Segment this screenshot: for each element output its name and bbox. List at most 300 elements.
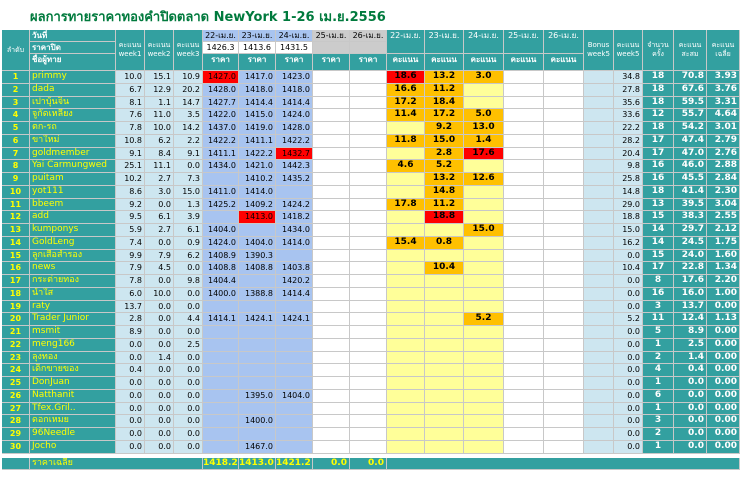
week3-score: 0.0 (174, 428, 203, 441)
score-day4 (504, 339, 544, 352)
attempt-count: 3 (643, 301, 674, 314)
week3-score: 3.9 (174, 211, 203, 224)
attempt-count: 1 (643, 339, 674, 352)
score-day4 (504, 173, 544, 186)
score-day3: 15.0 (464, 224, 504, 237)
header-week3: คะแนน week3 (174, 30, 203, 71)
score-day2 (425, 339, 464, 352)
bonus-cell (584, 135, 614, 148)
predictor-name: yot111 (30, 186, 116, 199)
week1-score: 9.1 (116, 148, 145, 161)
week5-score: 0.0 (614, 250, 643, 263)
predicted-price-day4 (313, 313, 350, 326)
score-day1: 17.8 (387, 199, 425, 212)
predicted-price-day1: 1422.0 (203, 109, 239, 122)
score-day5 (544, 160, 584, 173)
week1-score: 6.7 (116, 84, 145, 97)
score-day5 (544, 377, 584, 390)
predictor-name: puitam (30, 173, 116, 186)
week2-score: 15.1 (145, 71, 174, 84)
average-score: 3.01 (707, 122, 740, 135)
predicted-price-day2: 1418.0 (239, 84, 276, 97)
attempt-count: 1 (643, 403, 674, 416)
week5-score: 0.0 (614, 326, 643, 339)
predictor-name: kumponys (30, 224, 116, 237)
average-score: 0.00 (707, 339, 740, 352)
week2-score: 6.2 (145, 135, 174, 148)
total-score: 0.0 (674, 403, 707, 416)
row-number: 13 (2, 224, 30, 237)
predicted-price-day4 (313, 262, 350, 275)
row-number: 24 (2, 364, 30, 377)
score-day3: 5.0 (464, 109, 504, 122)
predicted-price-day3 (276, 250, 313, 263)
week3-score: 10.9 (174, 71, 203, 84)
row-number: 7 (2, 148, 30, 161)
predicted-price-day3: 1434.0 (276, 224, 313, 237)
average-score: 4.64 (707, 109, 740, 122)
week2-score: 1.4 (145, 352, 174, 365)
row-number: 28 (2, 415, 30, 428)
predicted-price-day5 (350, 364, 387, 377)
bonus-cell (584, 173, 614, 186)
score-day2: 11.2 (425, 84, 464, 97)
week1-score: 7.4 (116, 237, 145, 250)
predictor-name: GoldLeng (30, 237, 116, 250)
predicted-price-day3: 1414.0 (276, 237, 313, 250)
score-day3 (464, 326, 504, 339)
attempt-count: 2 (643, 428, 674, 441)
week2-score: 2.7 (145, 224, 174, 237)
total-score: 55.7 (674, 109, 707, 122)
average-price-day3: 1421.2 (276, 458, 313, 470)
row-number: 14 (2, 237, 30, 250)
predicted-price-day1: 1404.0 (203, 224, 239, 237)
score-day1 (387, 390, 425, 403)
total-score: 46.0 (674, 160, 707, 173)
average-score: 0.00 (707, 377, 740, 390)
predicted-price-day5 (350, 97, 387, 110)
week1-score: 0.4 (116, 364, 145, 377)
predicted-price-day1: 1434.0 (203, 160, 239, 173)
total-score: 47.4 (674, 135, 707, 148)
week5-score: 0.0 (614, 301, 643, 314)
score-table (2, 30, 742, 482)
week5-score: 0.0 (614, 275, 643, 288)
week2-score: 0.0 (145, 428, 174, 441)
predicted-price-day5 (350, 415, 387, 428)
week5-score: 0.0 (614, 390, 643, 403)
score-day4 (504, 441, 544, 454)
week5-score: 16.2 (614, 237, 643, 250)
week1-score: 0.0 (116, 390, 145, 403)
week5-score: 15.0 (614, 224, 643, 237)
week2-score: 3.0 (145, 186, 174, 199)
predicted-price-day2 (239, 352, 276, 365)
score-day5 (544, 148, 584, 161)
score-day3 (464, 415, 504, 428)
week3-score: 1.3 (174, 199, 203, 212)
score-day1 (387, 428, 425, 441)
week5-score: 18.8 (614, 211, 643, 224)
total-score: 24.5 (674, 237, 707, 250)
bonus-cell (584, 313, 614, 326)
score-day1 (387, 339, 425, 352)
score-day2 (425, 415, 464, 428)
predicted-price-day5 (350, 313, 387, 326)
predicted-price-day2: 1417.0 (239, 71, 276, 84)
average-price-day4: 0.0 (313, 458, 350, 470)
average-score: 1.34 (707, 262, 740, 275)
predicted-price-day3 (276, 377, 313, 390)
average-price-day2: 1413.0 (239, 458, 276, 470)
attempt-count: 1 (643, 377, 674, 390)
predicted-price-day3: 1403.8 (276, 262, 313, 275)
score-day1 (387, 224, 425, 237)
predicted-price-day5 (350, 211, 387, 224)
predicted-price-day2 (239, 301, 276, 314)
predicted-price-day5 (350, 441, 387, 454)
predicted-price-day1 (203, 390, 239, 403)
week5-score: 0.0 (614, 288, 643, 301)
total-score: 16.0 (674, 288, 707, 301)
score-day2 (425, 403, 464, 416)
score-day3 (464, 301, 504, 314)
predicted-price-day3: 1423.0 (276, 71, 313, 84)
week1-score: 2.8 (116, 313, 145, 326)
score-day2: 5.2 (425, 160, 464, 173)
price-header-2: ราคา (239, 54, 276, 71)
average-score: 0.00 (707, 428, 740, 441)
bonus-cell (584, 428, 614, 441)
predicted-price-day1 (203, 428, 239, 441)
score-day2 (425, 313, 464, 326)
predicted-price-day1 (203, 173, 239, 186)
score-date-5: 26-เม.ย. (544, 30, 584, 54)
week5-score: 0.0 (614, 428, 643, 441)
header-week1: คะแนน week1 (116, 30, 145, 71)
score-day4 (504, 428, 544, 441)
score-day1: 15.4 (387, 237, 425, 250)
attempt-count: 16 (643, 160, 674, 173)
row-number: 21 (2, 326, 30, 339)
week1-score: 8.1 (116, 97, 145, 110)
attempt-count: 1 (643, 441, 674, 454)
week5-score: 28.2 (614, 135, 643, 148)
score-day4 (504, 122, 544, 135)
week1-score: 0.0 (116, 377, 145, 390)
attempt-count: 18 (643, 84, 674, 97)
predictor-name: Yai Carmungwed (30, 160, 116, 173)
predictor-name: raty (30, 301, 116, 314)
predictor-name: กระต่ายทอง (30, 275, 116, 288)
score-day5 (544, 97, 584, 110)
score-day5 (544, 428, 584, 441)
week5-score: 5.2 (614, 313, 643, 326)
week5-score: 0.0 (614, 339, 643, 352)
price-header-5: ราคา (350, 54, 387, 71)
score-day2 (425, 428, 464, 441)
total-score: 47.0 (674, 148, 707, 161)
score-day5 (544, 390, 584, 403)
week5-score: 27.8 (614, 84, 643, 97)
week3-score: 14.7 (174, 97, 203, 110)
predicted-price-day2: 1414.0 (239, 186, 276, 199)
predicted-price-day2: 1408.8 (239, 262, 276, 275)
week1-score: 10.8 (116, 135, 145, 148)
predicted-price-day2: 1414.4 (239, 97, 276, 110)
week2-score: 0.0 (145, 377, 174, 390)
average-score: 0.00 (707, 326, 740, 339)
week5-score: 10.4 (614, 262, 643, 275)
predicted-price-day5 (350, 301, 387, 314)
score-day2 (425, 352, 464, 365)
predicted-price-day1 (203, 364, 239, 377)
week5-score: 34.8 (614, 71, 643, 84)
predicted-price-day4 (313, 326, 350, 339)
average-score: 0.00 (707, 301, 740, 314)
week5-score: 0.0 (614, 403, 643, 416)
predicted-price-day3: 1420.2 (276, 275, 313, 288)
bonus-cell (584, 148, 614, 161)
bonus-cell (584, 301, 614, 314)
predicted-price-day2 (239, 326, 276, 339)
predicted-price-day1: 1437.0 (203, 122, 239, 135)
average-score: 0.00 (707, 441, 740, 454)
average-score: 1.75 (707, 237, 740, 250)
day-label: วันที่ (30, 30, 116, 42)
week3-score: 14.2 (174, 122, 203, 135)
week5-score: 0.0 (614, 377, 643, 390)
predicted-price-day5 (350, 250, 387, 263)
predicted-price-day2 (239, 339, 276, 352)
predicted-price-day4 (313, 71, 350, 84)
predictor-name: meng166 (30, 339, 116, 352)
score-day1 (387, 262, 425, 275)
predicted-price-day3: 1422.2 (276, 135, 313, 148)
predicted-price-day1 (203, 211, 239, 224)
predicted-price-day2: 1415.0 (239, 109, 276, 122)
predictor-name: DonJuan (30, 377, 116, 390)
average-score: 3.76 (707, 84, 740, 97)
row-number: 8 (2, 160, 30, 173)
predictor-name: Trader Junior (30, 313, 116, 326)
predicted-price-day5 (350, 390, 387, 403)
score-day2 (425, 377, 464, 390)
score-day1: 17.2 (387, 97, 425, 110)
week2-score: 0.0 (145, 403, 174, 416)
score-day3 (464, 377, 504, 390)
price-date-1: 22-เม.ย. (203, 30, 239, 42)
week3-score: 0.0 (174, 403, 203, 416)
score-day5 (544, 122, 584, 135)
predicted-price-day2: 1409.2 (239, 199, 276, 212)
week1-score: 7.6 (116, 109, 145, 122)
total-score: 13.7 (674, 301, 707, 314)
predicted-price-day1: 1422.2 (203, 135, 239, 148)
bonus-cell (584, 211, 614, 224)
attempt-count: 14 (643, 224, 674, 237)
average-score: 2.20 (707, 275, 740, 288)
row-number: 1 (2, 71, 30, 84)
predictor-name: Tfex.Gril.. (30, 403, 116, 416)
week1-score: 7.9 (116, 262, 145, 275)
predictor-name: ขาใหม่ (30, 135, 116, 148)
total-score: 24.0 (674, 250, 707, 263)
score-day1: 11.8 (387, 135, 425, 148)
total-score: 17.6 (674, 275, 707, 288)
score-day2 (425, 390, 464, 403)
score-day1 (387, 403, 425, 416)
score-day1 (387, 313, 425, 326)
week3-score: 0.9 (174, 237, 203, 250)
predicted-price-day3 (276, 301, 313, 314)
score-day5 (544, 71, 584, 84)
score-day2 (425, 441, 464, 454)
predicted-price-day4 (313, 428, 350, 441)
score-day2: 18.4 (425, 97, 464, 110)
attempt-count: 18 (643, 97, 674, 110)
predicted-price-day5 (350, 352, 387, 365)
close-price-1: 1426.3 (203, 42, 239, 54)
predicted-price-day4 (313, 160, 350, 173)
row-number: 23 (2, 352, 30, 365)
week1-score: 9.5 (116, 211, 145, 224)
predicted-price-day4 (313, 352, 350, 365)
bonus-cell (584, 441, 614, 454)
predicted-price-day1: 1414.1 (203, 313, 239, 326)
score-day3 (464, 160, 504, 173)
bonus-cell (584, 415, 614, 428)
score-day3 (464, 84, 504, 97)
week2-score: 0.0 (145, 441, 174, 454)
week1-score: 5.9 (116, 224, 145, 237)
predicted-price-day4 (313, 186, 350, 199)
predicted-price-day5 (350, 288, 387, 301)
score-day4 (504, 326, 544, 339)
week3-score: 0.0 (174, 262, 203, 275)
attempt-count: 16 (643, 173, 674, 186)
week1-score: 13.7 (116, 301, 145, 314)
week3-score: 0.0 (174, 441, 203, 454)
score-day1: 11.4 (387, 109, 425, 122)
total-score: 41.4 (674, 186, 707, 199)
score-day1 (387, 377, 425, 390)
bonus-cell (584, 326, 614, 339)
predictor-name: เปาบุ้นจิ้น (30, 97, 116, 110)
average-score: 0.00 (707, 415, 740, 428)
score-day4 (504, 224, 544, 237)
attempt-count: 4 (643, 364, 674, 377)
week3-score: 4.4 (174, 313, 203, 326)
score-day1 (387, 173, 425, 186)
score-day4 (504, 160, 544, 173)
predicted-price-day5 (350, 135, 387, 148)
score-day1 (387, 441, 425, 454)
score-day4 (504, 148, 544, 161)
average-score: 1.60 (707, 250, 740, 263)
score-day4 (504, 97, 544, 110)
predicted-price-day4 (313, 173, 350, 186)
row-number: 18 (2, 288, 30, 301)
week3-score: 9.8 (174, 275, 203, 288)
predicted-price-day5 (350, 199, 387, 212)
predicted-price-day5 (350, 148, 387, 161)
score-day4 (504, 84, 544, 97)
predicted-price-day3 (276, 352, 313, 365)
predicted-price-day2: 1421.0 (239, 160, 276, 173)
score-day3 (464, 199, 504, 212)
total-score: 1.4 (674, 352, 707, 365)
week1-score: 10.0 (116, 71, 145, 84)
attempt-count: 15 (643, 211, 674, 224)
predicted-price-day4 (313, 199, 350, 212)
score-day4 (504, 109, 544, 122)
week5-score: 0.0 (614, 352, 643, 365)
predicted-price-day5 (350, 186, 387, 199)
predicted-price-day2: 1410.2 (239, 173, 276, 186)
row-number: 20 (2, 313, 30, 326)
week3-score: 0.0 (174, 288, 203, 301)
score-day4 (504, 211, 544, 224)
score-day1 (387, 186, 425, 199)
bonus-cell (584, 250, 614, 263)
total-score: 12.4 (674, 313, 707, 326)
price-date-2: 23-เม.ย. (239, 30, 276, 42)
score-day4 (504, 415, 544, 428)
average-price-day1: 1418.2 (203, 457, 238, 468)
predicted-price-day4 (313, 301, 350, 314)
score-day2: 18.8 (425, 211, 464, 224)
score-day4 (504, 364, 544, 377)
score-day5 (544, 250, 584, 263)
score-header-1: คะแนน (387, 54, 425, 71)
total-score: 59.5 (674, 97, 707, 110)
price-header-3: ราคา (276, 54, 313, 71)
price-date-3: 24-เม.ย. (276, 30, 313, 42)
predicted-price-day5 (350, 237, 387, 250)
predicted-price-day1 (203, 403, 239, 416)
predictor-name: เด็กขายของ (30, 364, 116, 377)
week1-score: 6.0 (116, 288, 145, 301)
score-day3 (464, 211, 504, 224)
row-number: 11 (2, 199, 30, 212)
score-day5 (544, 237, 584, 250)
average-score: 1.13 (707, 313, 740, 326)
predicted-price-day5 (350, 275, 387, 288)
week1-score: 0.0 (116, 428, 145, 441)
week5-score: 33.6 (614, 109, 643, 122)
score-day2: 13.2 (425, 173, 464, 186)
predicted-price-day4 (313, 135, 350, 148)
average-score: 0.00 (707, 390, 740, 403)
predicted-price-day3: 1418.0 (276, 84, 313, 97)
bonus-cell (584, 109, 614, 122)
attempt-count: 6 (643, 390, 674, 403)
score-day5 (544, 339, 584, 352)
bonus-cell (584, 237, 614, 250)
predicted-price-day1 (203, 415, 239, 428)
predicted-price-day3: 1424.0 (276, 109, 313, 122)
score-day2: 0.8 (425, 237, 464, 250)
score-day4 (504, 237, 544, 250)
footer-fill (387, 458, 740, 470)
week3-score: 0.0 (174, 377, 203, 390)
score-header-4: คะแนน (504, 54, 544, 71)
score-date-2: 23-เม.ย. (425, 30, 464, 54)
predicted-price-day5 (350, 160, 387, 173)
total-score: 38.3 (674, 211, 707, 224)
